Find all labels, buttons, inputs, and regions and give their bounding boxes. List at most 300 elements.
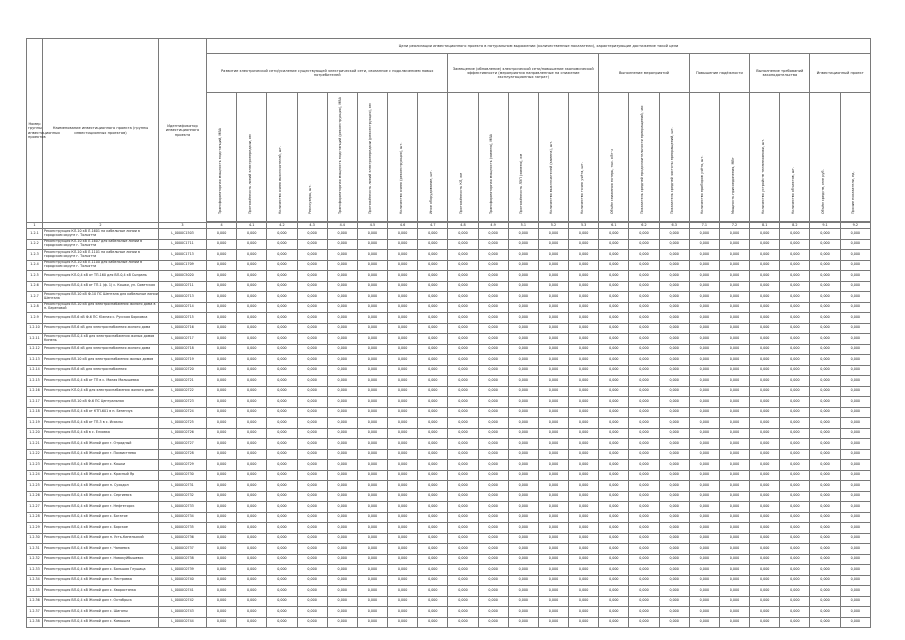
row-number: 1.2.7 <box>27 292 43 303</box>
table-row <box>27 271 871 282</box>
row-value: 0,000 <box>750 260 780 271</box>
row-value: 0,000 <box>569 491 599 502</box>
row-value: 0,000 <box>327 544 357 555</box>
row-project-id: L_0000C0717 <box>159 334 207 345</box>
row-value: 0,000 <box>750 586 780 597</box>
row-value: 0,000 <box>750 565 780 576</box>
row-value: 0,000 <box>418 523 448 534</box>
row-project-id: L_0000C0741 <box>159 586 207 597</box>
row-value: 0,000 <box>388 533 418 544</box>
row-value: 0,000 <box>689 229 719 240</box>
row-value: 0,000 <box>357 250 387 261</box>
row-value: 0,000 <box>388 376 418 387</box>
header-indicator <box>478 93 508 222</box>
row-value: 0,000 <box>508 250 538 261</box>
table-row <box>27 365 871 376</box>
row-value: 0,000 <box>418 470 448 481</box>
header-indicator <box>388 93 418 222</box>
row-value: 0,000 <box>538 491 568 502</box>
row-value: 0,000 <box>750 596 780 607</box>
row-value: 0,000 <box>780 397 810 408</box>
row-value: 0,000 <box>689 491 719 502</box>
row-value: 0,000 <box>750 460 780 471</box>
row-value: 0,000 <box>297 386 327 397</box>
row-value: 0,000 <box>478 302 508 313</box>
row-project-id: L_0000C0726 <box>159 428 207 439</box>
row-value: 0,000 <box>207 334 237 345</box>
row-value: 0,000 <box>538 334 568 345</box>
row-value: 0,000 <box>267 418 297 429</box>
row-number: 1.2.32 <box>27 554 43 565</box>
row-value: 0,000 <box>840 544 870 555</box>
row-value: 0,000 <box>750 239 780 250</box>
row-project-name: Реконструкция ВЛ-0,4 кВ Жилой дом с. Сергиевск <box>43 491 159 502</box>
row-value: 0,000 <box>327 292 357 303</box>
row-value: 0,000 <box>237 565 267 576</box>
row-project-name: Реконструкция ВЛ-10 кВ Ф-10 ПС Шентала для кабельные линии Шентала <box>43 292 159 303</box>
row-value: 0,000 <box>327 565 357 576</box>
row-value: 0,000 <box>267 533 297 544</box>
row-value: 0,000 <box>810 523 840 534</box>
row-project-id: L_0000C0716 <box>159 323 207 334</box>
row-value: 0,000 <box>840 355 870 366</box>
row-value: 0,000 <box>357 386 387 397</box>
row-value: 0,000 <box>357 523 387 534</box>
row-value: 0,000 <box>780 281 810 292</box>
row-value: 0,000 <box>508 596 538 607</box>
row-number: 1.2.30 <box>27 533 43 544</box>
header-indicator <box>297 93 327 222</box>
row-value: 0,000 <box>327 376 357 387</box>
row-value: 0,000 <box>418 344 448 355</box>
row-value: 0,000 <box>448 271 478 282</box>
row-value: 0,000 <box>538 617 568 628</box>
row-value: 0,000 <box>750 512 780 523</box>
row-value: 0,000 <box>719 544 749 555</box>
row-value: 0,000 <box>840 596 870 607</box>
row-number: 1.2.35 <box>27 586 43 597</box>
row-value: 0,000 <box>840 271 870 282</box>
row-value: 0,000 <box>569 229 599 240</box>
header-indicator-label: Трансформаторная мощность подстанций (реконструкция), МВА <box>338 97 343 215</box>
row-value: 0,000 <box>478 575 508 586</box>
row-value: 0,000 <box>207 302 237 313</box>
row-value: 0,000 <box>478 481 508 492</box>
row-value: 0,000 <box>750 449 780 460</box>
row-value: 0,000 <box>448 617 478 628</box>
row-value: 0,000 <box>267 334 297 345</box>
row-value: 0,000 <box>237 512 267 523</box>
row-value: 0,000 <box>659 607 689 618</box>
row-value: 0,000 <box>267 355 297 366</box>
row-value: 0,000 <box>297 491 327 502</box>
header-indicator-label: Количество ячеек выключателей, шт. <box>277 146 282 215</box>
row-value: 0,000 <box>840 313 870 324</box>
row-value: 0,000 <box>508 344 538 355</box>
column-number: 7.2 <box>719 223 749 229</box>
row-value: 0,000 <box>780 313 810 324</box>
row-value: 0,000 <box>569 554 599 565</box>
row-value: 0,000 <box>569 523 599 534</box>
row-value: 0,000 <box>297 271 327 282</box>
row-value: 0,000 <box>267 491 297 502</box>
row-value: 0,000 <box>719 596 749 607</box>
row-value: 0,000 <box>689 439 719 450</box>
row-value: 0,000 <box>659 617 689 628</box>
row-value: 0,000 <box>810 607 840 618</box>
row-value: 0,000 <box>207 502 237 513</box>
row-value: 0,000 <box>478 376 508 387</box>
row-value: 0,000 <box>237 260 267 271</box>
row-project-id: L_0000C0727 <box>159 439 207 450</box>
header-indicator-label: Трансформаторная мощность подстанций, МВА <box>217 128 222 215</box>
row-value: 0,000 <box>267 607 297 618</box>
row-value: 0,000 <box>478 386 508 397</box>
row-value: 0,000 <box>810 292 840 303</box>
row-value: 0,000 <box>418 512 448 523</box>
row-value: 0,000 <box>599 439 629 450</box>
row-value: 0,000 <box>448 428 478 439</box>
row-value: 0,000 <box>538 250 568 261</box>
row-value: 0,000 <box>810 460 840 471</box>
row-value: 0,000 <box>297 376 327 387</box>
row-project-name: Реконструкция ВЛ-0,4 кВ от ТП-1 (ф. 1) с. Кошки, ул. Советская <box>43 281 159 292</box>
header-indicator <box>629 93 659 222</box>
row-number: 1.2.6 <box>27 281 43 292</box>
row-value: 0,000 <box>508 575 538 586</box>
row-value: 0,000 <box>599 523 629 534</box>
row-value: 0,000 <box>297 575 327 586</box>
row-value: 0,000 <box>810 281 840 292</box>
row-value: 0,000 <box>810 334 840 345</box>
row-value: 0,000 <box>508 512 538 523</box>
row-value: 0,000 <box>719 355 749 366</box>
header-indicator-label: Количество ячеек (реконструкция), шт. <box>398 142 403 215</box>
row-value: 0,000 <box>448 596 478 607</box>
table-row <box>27 491 871 502</box>
row-value: 0,000 <box>357 460 387 471</box>
header-indicator-label: Протяжённость линий электропередачи, км <box>247 134 252 215</box>
row-value: 0,000 <box>810 512 840 523</box>
row-value: 0,000 <box>207 313 237 324</box>
row-value: 0,000 <box>689 365 719 376</box>
row-value: 0,000 <box>418 481 448 492</box>
row-value: 0,000 <box>267 470 297 481</box>
row-value: 0,000 <box>840 460 870 471</box>
row-value: 0,000 <box>357 428 387 439</box>
row-value: 0,000 <box>538 397 568 408</box>
row-value: 0,000 <box>357 491 387 502</box>
row-value: 0,000 <box>418 250 448 261</box>
row-value: 0,000 <box>327 260 357 271</box>
row-value: 0,000 <box>237 407 267 418</box>
row-value: 0,000 <box>388 502 418 513</box>
row-project-name: Реконструкция ВЛ-0,4 кВ Жилой дом с. Кошки <box>43 460 159 471</box>
row-value: 0,000 <box>478 512 508 523</box>
row-value: 0,000 <box>689 292 719 303</box>
row-value: 0,000 <box>267 407 297 418</box>
row-value: 0,000 <box>599 281 629 292</box>
row-value: 0,000 <box>327 596 357 607</box>
row-value: 0,000 <box>659 523 689 534</box>
row-value: 0,000 <box>237 334 267 345</box>
row-value: 0,000 <box>418 313 448 324</box>
row-value: 0,000 <box>267 617 297 628</box>
row-value: 0,000 <box>207 554 237 565</box>
row-value: 0,000 <box>297 313 327 324</box>
row-value: 0,000 <box>659 565 689 576</box>
column-number: 4.5 <box>357 223 387 229</box>
row-value: 0,000 <box>478 260 508 271</box>
table-row <box>27 554 871 565</box>
row-project-name: Реконструкция ВЛ-6 кВ для электроснабжения жилого дома <box>43 323 159 334</box>
row-value: 0,000 <box>569 344 599 355</box>
column-number: 6.2 <box>629 223 659 229</box>
row-value: 0,000 <box>478 617 508 628</box>
row-value: 0,000 <box>719 449 749 460</box>
row-project-id: L_0000C1503 <box>159 229 207 240</box>
row-number: 1.2.29 <box>27 523 43 534</box>
row-value: 0,000 <box>388 586 418 597</box>
row-value: 0,000 <box>840 376 870 387</box>
row-value: 0,000 <box>388 302 418 313</box>
row-number: 1.2.28 <box>27 512 43 523</box>
header-indicator-label: Объём средств, млн руб. <box>821 169 826 215</box>
row-value: 0,000 <box>780 481 810 492</box>
row-value: 0,000 <box>750 281 780 292</box>
row-project-id: L_0000C0715 <box>159 313 207 324</box>
row-value: 0,000 <box>327 397 357 408</box>
row-project-id: L_0000C0737 <box>159 544 207 555</box>
row-value: 0,000 <box>357 596 387 607</box>
row-value: 0,000 <box>719 313 749 324</box>
row-value: 0,000 <box>327 554 357 565</box>
row-value: 0,000 <box>719 302 749 313</box>
row-number: 1.2.3 <box>27 250 43 261</box>
row-value: 0,000 <box>538 512 568 523</box>
row-value: 0,000 <box>207 449 237 460</box>
row-value: 0,000 <box>448 313 478 324</box>
row-value: 0,000 <box>750 554 780 565</box>
row-value: 0,000 <box>629 491 659 502</box>
row-value: 0,000 <box>388 554 418 565</box>
row-value: 0,000 <box>569 470 599 481</box>
row-value: 0,000 <box>418 565 448 576</box>
row-value: 0,000 <box>689 512 719 523</box>
row-value: 0,000 <box>599 460 629 471</box>
row-value: 0,000 <box>810 323 840 334</box>
header-indicator-label: Протяжённость ЛЭП (замена), км <box>519 153 524 215</box>
row-value: 0,000 <box>267 512 297 523</box>
row-value: 0,000 <box>237 323 267 334</box>
row-value: 0,000 <box>750 250 780 261</box>
row-value: 0,000 <box>719 386 749 397</box>
row-value: 0,000 <box>418 302 448 313</box>
row-value: 0,000 <box>810 533 840 544</box>
row-value: 0,000 <box>569 596 599 607</box>
column-number: 2 <box>43 223 159 229</box>
row-value: 0,000 <box>780 565 810 576</box>
row-value: 0,000 <box>659 344 689 355</box>
row-project-id: L_0000C0718 <box>159 344 207 355</box>
row-number: 1.2.34 <box>27 575 43 586</box>
row-number: 1.2.21 <box>27 439 43 450</box>
row-value: 0,000 <box>750 523 780 534</box>
row-value: 0,000 <box>237 460 267 471</box>
row-value: 0,000 <box>508 313 538 324</box>
row-value: 0,000 <box>448 533 478 544</box>
table-row <box>27 281 871 292</box>
row-value: 0,000 <box>750 502 780 513</box>
row-value: 0,000 <box>659 229 689 240</box>
row-value: 0,000 <box>599 355 629 366</box>
row-value: 0,000 <box>448 302 478 313</box>
row-value: 0,000 <box>448 229 478 240</box>
row-value: 0,000 <box>810 365 840 376</box>
row-value: 0,000 <box>478 460 508 471</box>
row-value: 0,000 <box>448 239 478 250</box>
row-project-name: Реконструкция ВЛ-0,4 кВ Жилой дом с. Камышла <box>43 617 159 628</box>
row-project-name: Реконструкция КЛ-0,4 кВ для электроснабжения жилого дома <box>43 386 159 397</box>
row-value: 0,000 <box>418 271 448 282</box>
header-indicator <box>719 93 749 222</box>
row-value: 0,000 <box>659 575 689 586</box>
row-project-name: Реконструкция ВЛ-10 кВ Ф-6 ПС Центральная <box>43 397 159 408</box>
row-value: 0,000 <box>538 407 568 418</box>
row-value: 0,000 <box>689 575 719 586</box>
row-value: 0,000 <box>719 271 749 282</box>
row-value: 0,000 <box>780 533 810 544</box>
row-value: 0,000 <box>719 512 749 523</box>
row-value: 0,000 <box>629 439 659 450</box>
row-value: 0,000 <box>629 523 659 534</box>
row-value: 0,000 <box>750 302 780 313</box>
header-indicator <box>357 93 387 222</box>
row-value: 0,000 <box>418 323 448 334</box>
row-value: 0,000 <box>569 449 599 460</box>
header-indicator-label: Количество приборов учёта, шт. <box>700 155 705 215</box>
row-value: 0,000 <box>297 565 327 576</box>
row-value: 0,000 <box>237 365 267 376</box>
row-value: 0,000 <box>569 407 599 418</box>
row-project-name: Реконструкция ВЛ-6 кВ Ф-6 ПС Южная с. Русская Борковка <box>43 313 159 324</box>
row-value: 0,000 <box>629 481 659 492</box>
row-value: 0,000 <box>267 313 297 324</box>
row-value: 0,000 <box>418 334 448 345</box>
row-value: 0,000 <box>418 554 448 565</box>
row-value: 0,000 <box>267 397 297 408</box>
row-value: 0,000 <box>599 302 629 313</box>
row-value: 0,000 <box>357 418 387 429</box>
row-value: 0,000 <box>629 355 659 366</box>
row-value: 0,000 <box>659 596 689 607</box>
row-project-id: L_0000C0730 <box>159 470 207 481</box>
row-value: 0,000 <box>780 523 810 534</box>
row-number: 1.2.1 <box>27 229 43 240</box>
row-value: 0,000 <box>327 523 357 534</box>
row-value: 0,000 <box>237 271 267 282</box>
row-value: 0,000 <box>659 334 689 345</box>
header-indicator <box>569 93 599 222</box>
row-value: 0,000 <box>297 365 327 376</box>
row-value: 0,000 <box>538 281 568 292</box>
row-value: 0,000 <box>207 292 237 303</box>
row-value: 0,000 <box>719 523 749 534</box>
row-value: 0,000 <box>297 407 327 418</box>
row-value: 0,000 <box>659 428 689 439</box>
row-value: 0,000 <box>810 565 840 576</box>
row-value: 0,000 <box>810 470 840 481</box>
row-value: 0,000 <box>810 491 840 502</box>
row-number: 1.2.9 <box>27 313 43 324</box>
row-project-id: L_0000C0713 <box>159 292 207 303</box>
row-value: 0,000 <box>388 239 418 250</box>
row-value: 0,000 <box>327 281 357 292</box>
row-value: 0,000 <box>719 250 749 261</box>
row-value: 0,000 <box>478 292 508 303</box>
row-value: 0,000 <box>207 481 237 492</box>
row-number: 1.2.18 <box>27 407 43 418</box>
row-value: 0,000 <box>689 565 719 576</box>
row-value: 0,000 <box>569 386 599 397</box>
row-value: 0,000 <box>418 260 448 271</box>
header-indicator-label: Показатель средней частоты прекращений, шт. <box>670 127 675 215</box>
row-project-name: Реконструкция ВЛ-0,4 кВ Жилой дом г. Отрадный <box>43 439 159 450</box>
row-value: 0,000 <box>237 586 267 597</box>
row-value: 0,000 <box>780 386 810 397</box>
row-value: 0,000 <box>508 491 538 502</box>
row-project-name: Реконструкция ВЛ-0,4 кВ Жилой дом с. Большая Глушица <box>43 565 159 576</box>
row-value: 0,000 <box>599 512 629 523</box>
header-indicator-label: Показатель средней продолжительности прекращений, час <box>639 105 644 215</box>
row-value: 0,000 <box>538 439 568 450</box>
row-value: 0,000 <box>237 544 267 555</box>
row-value: 0,000 <box>780 418 810 429</box>
row-value: 0,000 <box>297 523 327 534</box>
row-value: 0,000 <box>327 533 357 544</box>
table-row <box>27 302 871 313</box>
column-number: 4.7 <box>418 223 448 229</box>
row-value: 0,000 <box>538 523 568 534</box>
row-number: 1.2.4 <box>27 260 43 271</box>
row-value: 0,000 <box>659 533 689 544</box>
row-value: 0,000 <box>357 502 387 513</box>
table-row <box>27 544 871 555</box>
row-value: 0,000 <box>448 565 478 576</box>
row-value: 0,000 <box>237 428 267 439</box>
row-value: 0,000 <box>538 271 568 282</box>
row-value: 0,000 <box>538 302 568 313</box>
row-value: 0,000 <box>780 512 810 523</box>
row-value: 0,000 <box>599 386 629 397</box>
row-value: 0,000 <box>780 617 810 628</box>
row-value: 0,000 <box>267 323 297 334</box>
row-value: 0,000 <box>207 323 237 334</box>
row-value: 0,000 <box>327 239 357 250</box>
row-value: 0,000 <box>810 481 840 492</box>
row-value: 0,000 <box>508 607 538 618</box>
row-value: 0,000 <box>388 229 418 240</box>
row-value: 0,000 <box>508 565 538 576</box>
row-number: 1.2.19 <box>27 418 43 429</box>
row-value: 0,000 <box>629 344 659 355</box>
row-number: 1.2.38 <box>27 617 43 628</box>
row-value: 0,000 <box>840 617 870 628</box>
row-value: 0,000 <box>840 449 870 460</box>
row-value: 0,000 <box>750 439 780 450</box>
row-value: 0,000 <box>267 292 297 303</box>
row-value: 0,000 <box>629 397 659 408</box>
